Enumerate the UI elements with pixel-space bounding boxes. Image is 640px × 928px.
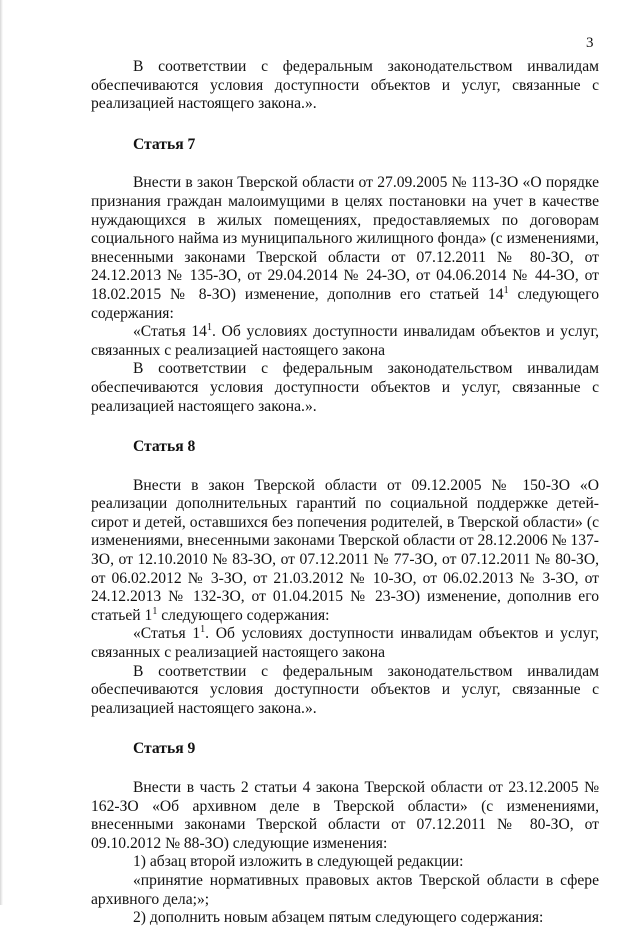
article-7-heading: Статья 7	[133, 135, 196, 153]
article-8-body-sup: 1	[152, 605, 158, 617]
article-7-body-tail: следующего содержания:	[91, 285, 600, 322]
article-7-quote-sup: 1	[206, 321, 212, 333]
article-9-item-1: 1) абзац второй изложить в следующей редакции:	[133, 853, 464, 871]
article-8-body-tail: следующего содержания:	[157, 606, 330, 624]
page-number: 3	[586, 35, 594, 51]
article-8-body-text: Внести в закон Тверской области от 09.12.2005 № 150-ЗО «О реализации дополнительных гарантий по социальной поддержке детей-сирот и детей, оставшихся без попечения родителей, в Тверской области» (с изменениями, внесенными законами Тверской области от 28.12.2006 № 137-ЗО, от 12.10.2010 № 83-ЗО, от 07.12.2011 № 77-ЗО, от 07.12.2011 № 80-ЗО, от 06.02.2012 № 3-ЗО, от 21.03.2012 № 10-ЗО, от 06.02.2013 № 3-ЗО, от 24.12.2013 № 132-ЗО, от 01.04.2015 № 23-ЗО) изменение, дополнив его статьей 1	[91, 476, 599, 624]
article-8-quote-title-text: . Об условиях доступности инвалидам объектов и услуг, связанных с реализацией настоящего закона	[91, 625, 599, 662]
article-8-quote-body: В соответствии с федеральным законодательством инвалидам обеспечиваются условия доступности объектов и услуг, связанные с реализацией настоящего закона.».	[91, 662, 599, 717]
document-body	[91, 58, 599, 928]
article-9-body: Внести в часть 2 статьи 4 закона Тверской области от 23.12.2005 № 162-ЗО «Об архивном деле в Тверской области» (с изменениями, внесенными законами Тверской области от 07.12.2011 № 80-ЗО, от 09.10.2012 № 88-ЗО) следующие изменения:	[91, 779, 599, 852]
article-7-quote-title-text: . Об условиях доступности инвалидам объектов и услуг, связанных с реализацией настоящего закона	[91, 323, 599, 359]
article-8-quote-title	[91, 625, 599, 662]
article-7-body	[91, 174, 599, 323]
scan-edge	[0, 0, 3, 905]
article-9-item-1-quote: «принятие нормативных правовых актов Тверской области в сфере архивного дела;»;	[91, 871, 599, 908]
intro-paragraph: В соответствии с федеральным законодательством инвалидам обеспечиваются условия доступности объектов и услуг, связанные с реализацией настоящего закона.».	[91, 58, 599, 113]
article-8-quote-sup: 1	[200, 624, 206, 636]
article-8-heading: Статья 8	[133, 438, 196, 456]
article-7-quote-title	[91, 323, 599, 360]
article-7-body-text: Внести в закон Тверской области от 27.09.2005 № 113-ЗО «О порядке признания граждан малоимущими в целях постановки на учет в качестве нуждающихся в жилых помещениях, предоставляемых по договорам социального найма из муниципального жилищного фонда» (с изменениями, внесенными законами Тверской области от 07.12.2011 № 80-ЗО, от 24.12.2013 № 135-ЗО, от 29.04.2014 № 24-ЗО, от 04.06.2014 № 44-ЗО, от 18.02.2015 № 8-ЗО) изменение, дополнив его статьей 14	[91, 174, 599, 303]
article-8-quote-start: «Статья 1	[133, 625, 201, 643]
article-9-item-2: 2) дополнить новым абзацем пятым следующего содержания:	[133, 909, 544, 927]
article-7-body-sup: 1	[503, 284, 509, 296]
article-7-quote-body: В соответствии с федеральным законодательством инвалидам обеспечиваются условия доступности объектов и услуг, связанные с реализацией настоящего закона.».	[91, 360, 599, 415]
article-8-body	[91, 477, 599, 626]
article-9-heading: Статья 9	[133, 740, 196, 758]
article-7-quote-start: «Статья 14	[133, 323, 207, 341]
